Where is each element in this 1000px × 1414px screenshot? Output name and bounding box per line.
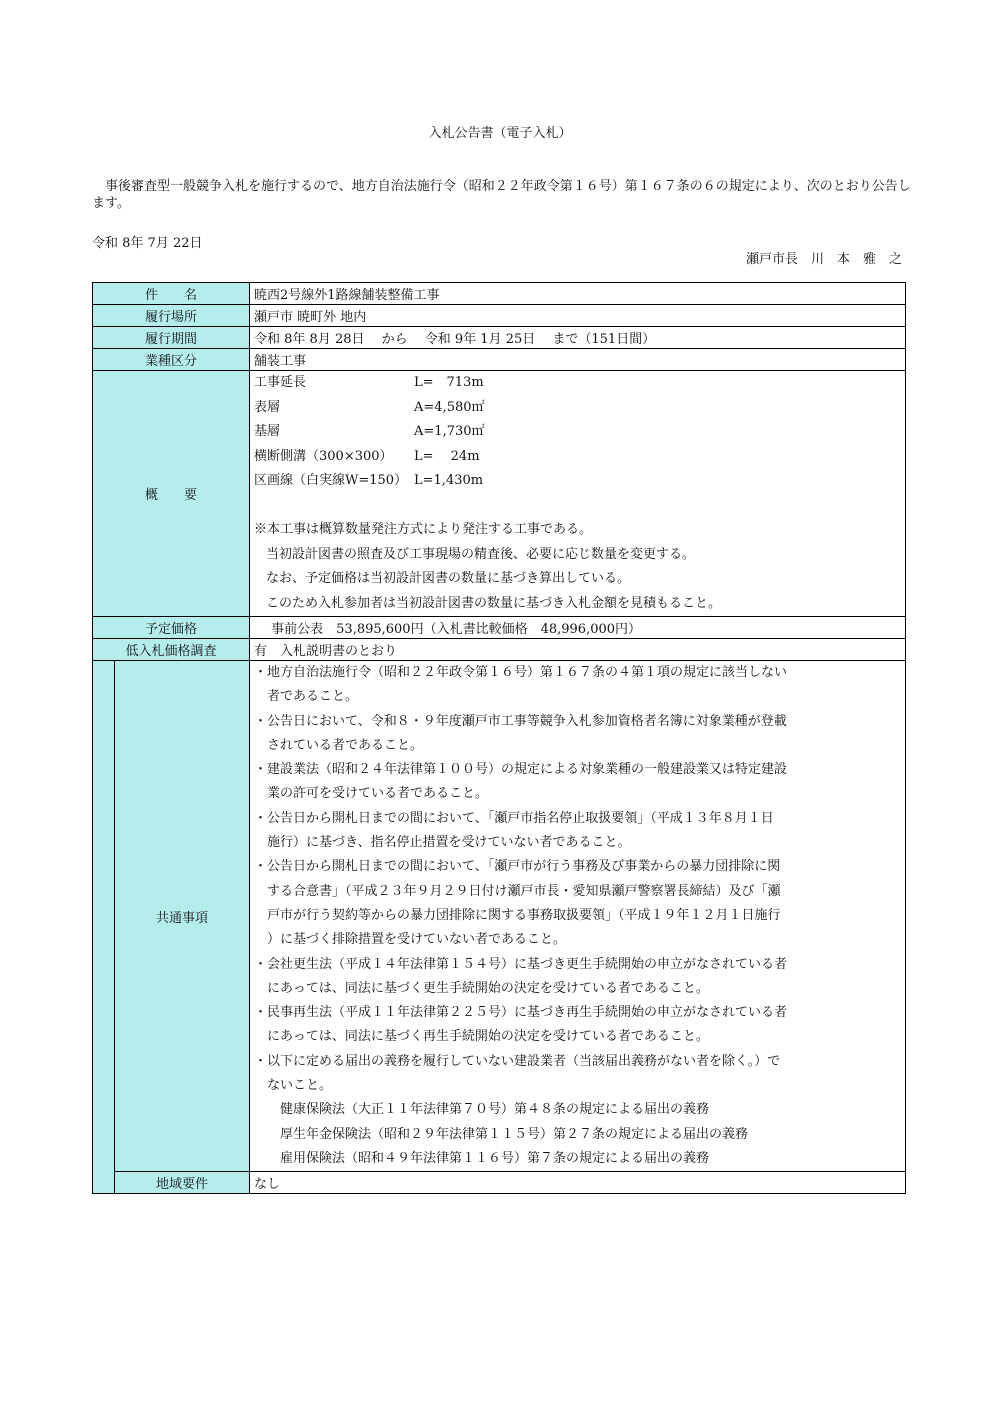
intro-paragraph: 事後審査型一般競争入札を施行するので、地方自治法施行令（昭和２２年政令第１６号）第１６７条の６の規定により、次のとおり公告します。 <box>92 179 911 211</box>
issuer-name: 瀬戸市長 川 本 雅 之 <box>745 252 902 267</box>
common-line: ・地方自治法施行令（昭和２２年政令第１６号）第１６７条の４第１項の規定に該当しない <box>254 665 788 680</box>
section-side-bar <box>93 661 115 1194</box>
row-region <box>93 1172 906 1194</box>
common-line: ・会社更生法（平成１４年法律第１５４号）に基づき更生手続開始の申立がなされている者 <box>254 956 788 972</box>
value-region: なし <box>250 1172 906 1194</box>
value-place: 瀬戸市 暁町外 地内 <box>250 305 906 327</box>
label-region: 地域要件 <box>115 1172 250 1194</box>
value-name: 暁西2号線外1路線舗装整備工事 <box>250 283 906 305</box>
row-low-bid <box>93 639 906 661</box>
label-period: 履行期間 <box>93 327 250 349</box>
overview-item: 横断側溝（300×300） L= 24m <box>254 448 480 464</box>
common-line: ・公告日から開札日までの間において、「瀬戸市指名停止取扱要領」（平成１３年８月１日 <box>254 810 774 826</box>
document-title: 入札公告書（電子入札） <box>428 126 572 141</box>
row-price <box>93 617 906 639</box>
row-period <box>93 327 906 349</box>
common-line: ・以下に定める届出の義務を履行していない建設業者（当該届出義務がない者を除く。）で <box>254 1053 781 1069</box>
row-name <box>93 283 906 305</box>
common-line: ・民事再生法（平成１１年法律第２２５号）に基づき再生手続開始の申立がなされている者 <box>254 1005 788 1021</box>
overview-item: 基層 A=1,730㎡ <box>254 424 485 439</box>
label-common: 共通事項 <box>115 661 250 1172</box>
overview-note: ※本工事は概算数量発注方式により発注する工事である。 <box>254 522 593 537</box>
common-line: ・公告日において、令和８・９年度瀬戸市工事等競争入札参加資格者名簿に対象業種が登載 <box>254 713 787 729</box>
value-low-bid: 有 入札説明書のとおり <box>250 639 906 661</box>
label-category: 業種区分 <box>93 349 250 371</box>
row-category <box>93 349 906 371</box>
value-period: 令和 8年 8月 28日 から 令和 9年 1月 25日 まで（151日間） <box>250 327 906 349</box>
value-common <box>250 661 906 1172</box>
overview-note: このため入札参加者は当初設計図書の数量に基づき入札金額を見積もること。 <box>266 595 722 611</box>
label-place: 履行場所 <box>93 305 250 327</box>
common-line: ・公告日から開札日までの間において、「瀬戸市が行う事務及び事業からの暴力団排除に関 <box>254 859 781 875</box>
common-line: ）に基づく排除措置を受けていない者であること。 <box>254 932 567 948</box>
common-line: にあっては、同法に基づく再生手続開始の決定を受けている者であること。 <box>254 1029 709 1045</box>
overview-item: 工事延長 L= 713m <box>254 375 484 390</box>
row-common <box>93 661 906 1172</box>
notice-date: 令和 8年 7月 22日 <box>92 236 203 251</box>
row-overview <box>93 371 906 617</box>
notice-table <box>92 282 906 1194</box>
common-line: 雇用保険法（昭和４９年法律第１１６号）第７条の規定による届出の義務 <box>254 1150 710 1166</box>
common-line: 厚生年金保険法（昭和２９年法律第１１５号）第２７条の規定による届出の義務 <box>254 1126 749 1142</box>
common-line: にあっては、同法に基づく更生手続開始の決定を受けている者であること。 <box>254 980 709 996</box>
value-overview <box>250 371 906 617</box>
overview-item: 区画線（白実線W=150） L=1,430m <box>254 473 484 488</box>
common-line: 者であること。 <box>254 689 359 705</box>
common-line: されている者であること。 <box>254 737 424 753</box>
common-line: ないこと。 <box>254 1078 333 1094</box>
row-place <box>93 305 906 327</box>
overview-note: 当初設計図書の照査及び工事現場の精査後、必要に応じ数量を変更する。 <box>266 546 696 562</box>
label-price: 予定価格 <box>93 617 250 639</box>
overview-item: 表層 A=4,580㎡ <box>254 399 485 415</box>
common-line: ・建設業法（昭和２４年法律第１００号）の規定による対象業種の一般建設業又は特定建設 <box>254 762 788 778</box>
common-line: 業の許可を受けている者であること。 <box>254 786 489 802</box>
label-overview: 概 要 <box>93 371 250 617</box>
common-line: 健康保険法（大正１１年法律第７０号）第４８条の規定による届出の義務 <box>254 1102 710 1118</box>
overview-note: なお、予定価格は当初設計図書の数量に基づき算出している。 <box>266 571 631 586</box>
value-price: 事前公表 53,895,600円（入札書比較価格 48,996,000円） <box>250 617 906 639</box>
label-low-bid: 低入札価格調査 <box>93 639 250 661</box>
common-line: 施行）に基づき、指名停止措置を受けていない者であること。 <box>254 835 631 851</box>
common-line: 戸市が行う契約等からの暴力団排除に関する事務取扱要領」（平成１９年１２月１日施行 <box>254 907 781 923</box>
common-line: する合意書」（平成２３年９月２９日付け瀬戸市長・愛知県瀬戸警察署長締結）及び「瀬 <box>254 883 781 899</box>
value-category: 舗装工事 <box>250 349 906 371</box>
label-name: 件 名 <box>93 283 250 305</box>
